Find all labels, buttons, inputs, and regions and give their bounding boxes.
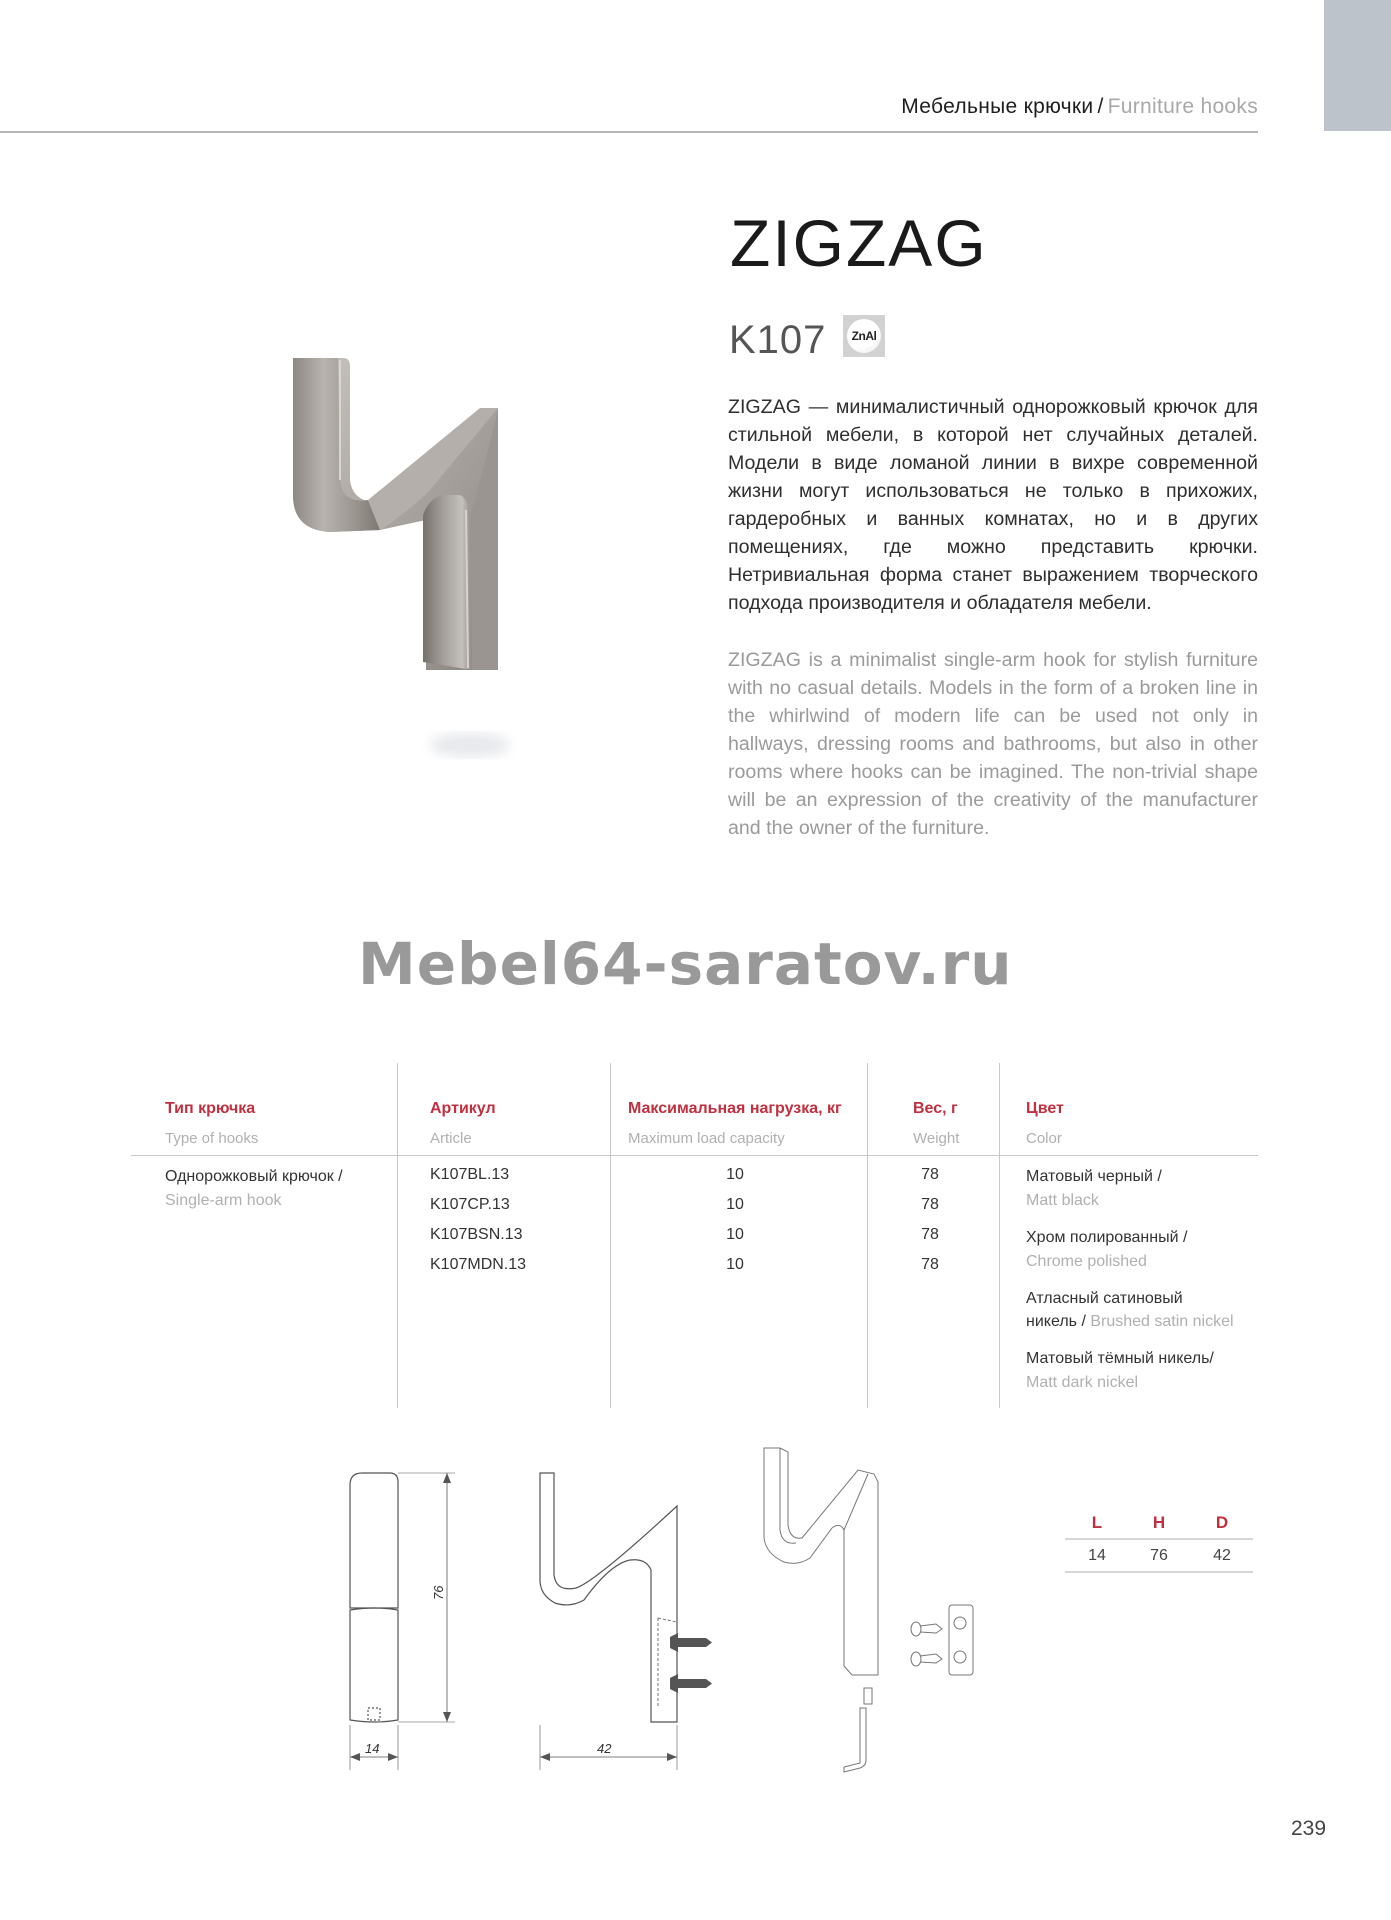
column-subheader-weight: Weight <box>913 1130 960 1147</box>
row-weight: 78 <box>921 1256 939 1273</box>
column-subheader-load: Maximum load capacity <box>628 1130 785 1147</box>
set-screw-icon <box>864 1688 872 1704</box>
dim-label-height: 76 <box>431 1585 446 1600</box>
hook-type-en: Single-arm hook <box>165 1192 282 1209</box>
row-load: 10 <box>726 1256 744 1273</box>
arrow-icon <box>667 1753 677 1761</box>
color-ru: Хром полированный / <box>1026 1229 1188 1246</box>
row-weight: 78 <box>921 1226 939 1243</box>
color-en: Matt black <box>1026 1192 1099 1209</box>
arrow-icon <box>388 1753 398 1761</box>
dim-value-d: 42 <box>1213 1547 1231 1564</box>
row-load: 10 <box>726 1226 744 1243</box>
dim-header-d: D <box>1215 1513 1229 1532</box>
section-title-ru: Мебельные крючки <box>901 95 1094 118</box>
column-subheader-article: Article <box>430 1130 472 1147</box>
product-photo <box>130 290 650 930</box>
dim-rule <box>1065 1538 1253 1540</box>
column-header-load: Максимальная нагрузка, кг <box>628 1100 842 1117</box>
color-en: Chrome polished <box>1026 1253 1147 1270</box>
section-separator: / <box>1097 95 1104 118</box>
assembly-hook <box>764 1448 878 1675</box>
column-subheader-color: Color <box>1026 1130 1062 1147</box>
mounting-hole <box>954 1651 966 1663</box>
section-header <box>901 95 1258 119</box>
mount-plate-hidden <box>658 1618 677 1622</box>
side-view-bottom <box>350 1608 398 1722</box>
row-article: K107MDN.13 <box>430 1256 527 1273</box>
column-header-color: Цвет <box>1026 1100 1064 1117</box>
dim-value-h: 76 <box>1150 1547 1168 1564</box>
description-ru: ZIGZAG — минималистичный однорожковый крючок для стильной мебели, в которой нет случайных деталей. Модели в виде ломаной линии в вихре современной жизни могут использоваться не только в прихожих, гардеробных и ванных комнатах, но и в других помещениях, где можно представить крючки. Нетривиальная форма станет выражением творческого подхода производителя и обладателя мебели. <box>728 396 1258 614</box>
product-title: ZIGZAG <box>730 206 988 280</box>
arrow-icon <box>540 1753 550 1761</box>
row-article: K107BSN.13 <box>430 1226 523 1243</box>
column-subheader-type: Type of hooks <box>165 1130 259 1147</box>
table-divider <box>999 1063 1000 1408</box>
row-load: 10 <box>726 1196 744 1213</box>
column-header-weight: Вес, г <box>913 1100 958 1117</box>
dim-label-width: 14 <box>365 1741 380 1756</box>
table-divider <box>867 1063 868 1408</box>
hook-right-leg <box>423 495 472 670</box>
arrow-icon <box>350 1753 360 1761</box>
color-ru: никель / <box>1026 1313 1086 1330</box>
color-line <box>1026 1313 1234 1331</box>
dim-value-l: 14 <box>1088 1547 1106 1564</box>
technical-drawing <box>320 1440 720 1820</box>
table-divider <box>610 1063 611 1408</box>
hook-left-arm <box>293 358 380 532</box>
side-view-screw <box>368 1708 380 1720</box>
dim-header-h: H <box>1152 1513 1166 1532</box>
material-badge-label: ZnAl <box>847 319 881 353</box>
watermark: Mebel64-saratov.ru <box>358 930 1013 998</box>
color-en: Matt dark nickel <box>1026 1374 1139 1391</box>
section-tab <box>1324 0 1391 131</box>
screw-icon <box>670 1633 712 1652</box>
dim-header-l: L <box>1091 1513 1103 1532</box>
hex-key-icon <box>844 1708 866 1772</box>
screw-icon <box>911 1622 942 1636</box>
table-divider <box>397 1063 398 1408</box>
page-number: 239 <box>1291 1817 1327 1840</box>
row-article: K107BL.13 <box>430 1166 510 1183</box>
dim-label-depth: 42 <box>597 1741 612 1756</box>
material-badge <box>843 315 885 357</box>
header-rule <box>0 131 1258 133</box>
arrow-icon <box>443 1473 451 1483</box>
table-header-rule <box>131 1155 1258 1156</box>
color-ru: Матовый черный / <box>1026 1168 1162 1185</box>
front-view-outline <box>540 1473 677 1722</box>
product-article: K107 <box>729 318 827 362</box>
photo-shadow <box>430 733 510 757</box>
side-view-top <box>350 1473 398 1608</box>
dim-rule <box>1065 1571 1253 1573</box>
column-header-article: Артикул <box>430 1100 496 1117</box>
mounting-hole <box>954 1617 966 1629</box>
row-load: 10 <box>726 1166 744 1183</box>
color-ru: Матовый тёмный никель/ <box>1026 1350 1214 1367</box>
color-ru: Атласный сатиновый <box>1026 1290 1183 1307</box>
row-article: K107CP.13 <box>430 1196 510 1213</box>
row-weight: 78 <box>921 1196 939 1213</box>
section-title-en: Furniture hooks <box>1107 95 1258 118</box>
hook-type-ru: Однорожковый крючок / <box>165 1168 343 1185</box>
description-en: ZIGZAG is a minimalist single-arm hook for stylish furniture with no casual details. Models in the form of a broken line in the whirlwind of modern life can be used not only in hallways, dressing rooms and bathrooms, but also in other rooms where hooks can be imagined. The non-trivial shape will be an expression of the creativity of the manufacturer and the owner of the furniture. <box>728 649 1258 839</box>
assembly-drawing <box>740 1430 1000 1810</box>
row-weight: 78 <box>921 1166 939 1183</box>
screw-icon <box>911 1652 942 1666</box>
arrow-icon <box>443 1712 451 1722</box>
mounting-plate-icon <box>949 1605 973 1675</box>
column-header-type: Тип крючка <box>165 1100 256 1117</box>
color-en: Brushed satin nickel <box>1090 1313 1234 1330</box>
screw-icon <box>670 1674 712 1693</box>
